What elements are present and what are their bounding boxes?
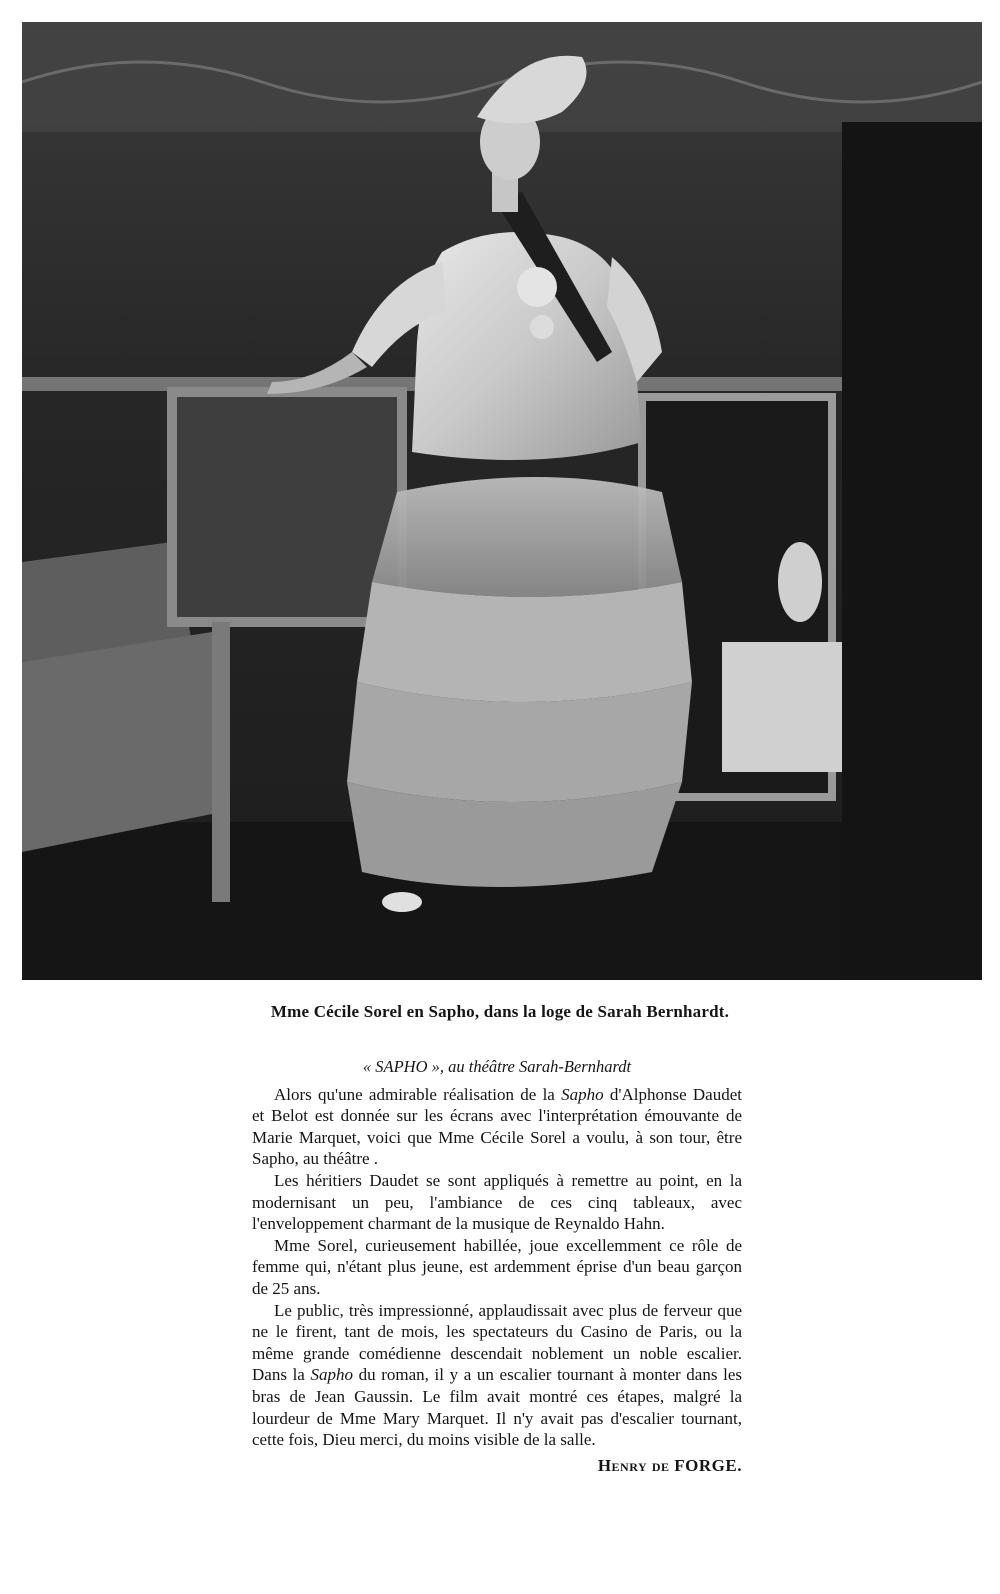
author-signature: Henry de FORGE. (597, 1455, 742, 1475)
article-paragraph-2: Les héritiers Daudet se sont appliqués à remettre au point, en la modernisant un peu, l'ambiance de ces cinq tableaux, avec l'enveloppement charmant de la musique de Reynaldo Hahn. (252, 1170, 742, 1234)
photo-caption: Mme Cécile Sorel en Sapho, dans la loge de Sarah Bernhardt. (270, 1002, 730, 1021)
paragraph-text: d'Alphonse Daudet et Belot est donnée sur les écrans avec l'interprétation émouvante de Marie Marquet, voici que Mme Cécile Sorel a voulu, à son tour, être Sapho, au théâtre . (252, 1084, 742, 1169)
article (252, 1052, 742, 1476)
paragraph-text: Le public, très impressionné, applaudissait avec plus de ferveur que ne le firent, tant de mois, les spectateurs du Casino de Paris, ou la même grande comédienne descendait noblement un noble escalier. Dans la (252, 1300, 742, 1385)
italic-title: Sapho (310, 1365, 353, 1385)
article-paragraph-3: Mme Sorel, curieusement habillée, joue excellemment ce rôle de femme qui, n'étant plus jeune, est ardemment éprise d'un beau garçon de 25 ans. (252, 1235, 742, 1298)
italic-title: Sapho (561, 1084, 604, 1104)
paragraph-text: du roman, il y a un escalier tournant à monter dans les bras de Jean Gaussin. Le film avait montré ces étapes, malgré la lourdeur de Mme Mary Marquet. Il n'y avait pas d'escalier tournant, cette fois, Dieu merci, du moins visible de la salle. (252, 1365, 742, 1450)
article-heading: « SAPHO », au théâtre Sarah-Bernhardt (362, 1057, 632, 1076)
article-paragraph-4 (252, 1300, 742, 1451)
photograph (22, 22, 982, 980)
article-paragraph-1 (252, 1084, 742, 1170)
paragraph-text: Alors qu'une admirable réalisation de la (274, 1084, 562, 1104)
photo-illustration (22, 22, 982, 980)
